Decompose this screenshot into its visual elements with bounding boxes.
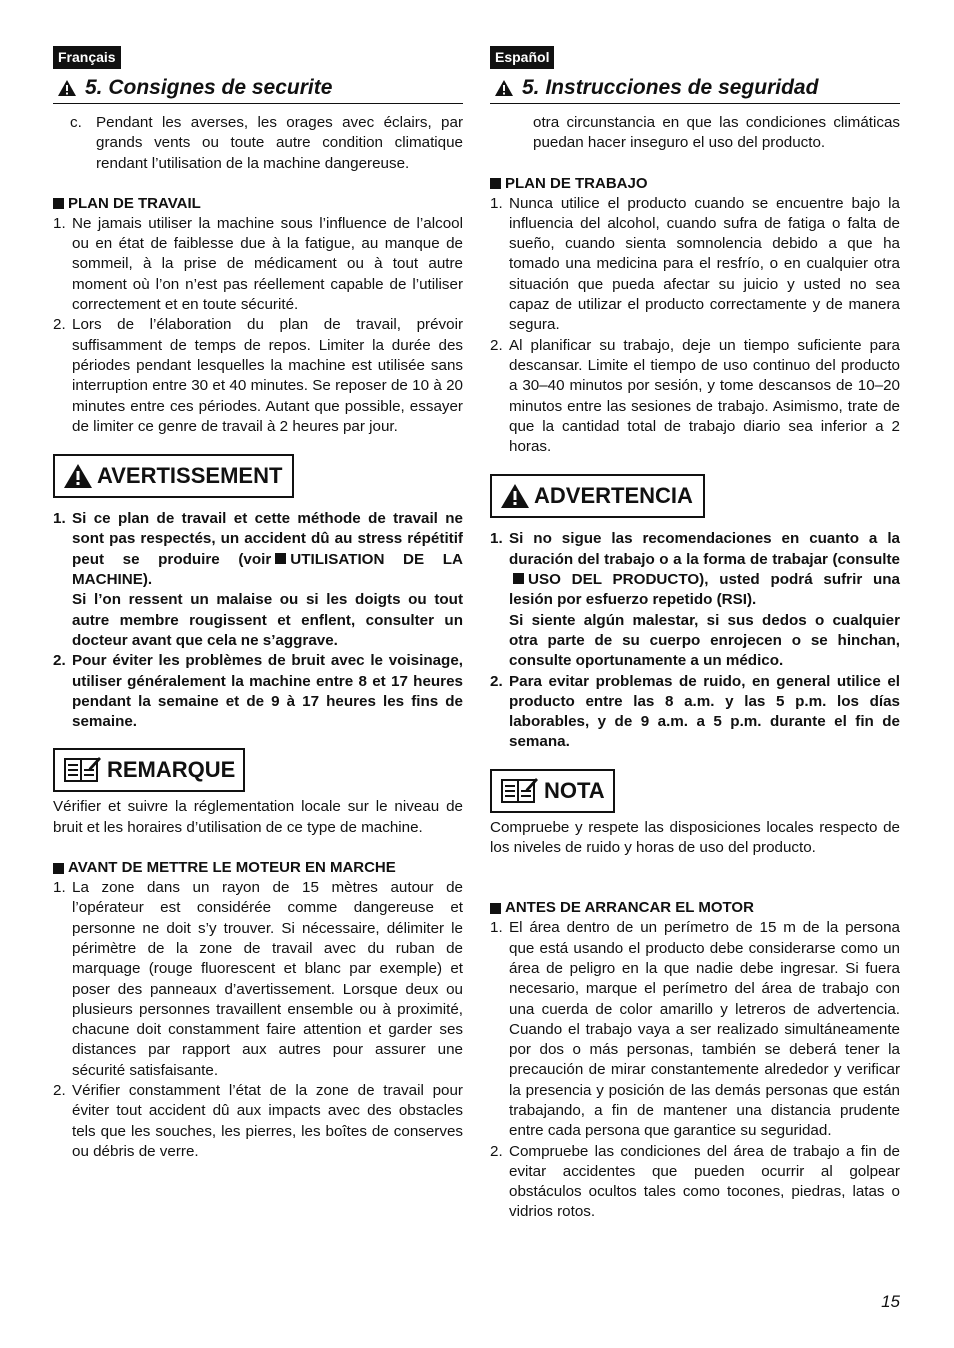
- french-column: [53, 46, 463, 1162]
- warning-content: [490, 529, 900, 752]
- list-marker: 2.: [53, 1081, 66, 1099]
- subheading-plan-de-travail: [53, 194, 463, 214]
- list-marker: 2.: [53, 316, 66, 334]
- list-marker: 2.: [490, 1142, 503, 1160]
- warning-label: ADVERTENCIA: [534, 483, 693, 509]
- list-item: [490, 336, 900, 458]
- list-item: [490, 529, 900, 610]
- list-text: Pendant les averses, les orages avec éclairs, par grands vents ou toute autre condition climatique rendant l’utilisation de la machine dangereuse.: [96, 114, 463, 172]
- subheading-plan-de-trabajo: [490, 174, 900, 194]
- list-text: El área dentro de un perímetro de 15 m de la persona que está usando el producto debe considerarse como un área de peligro en la que nadie debe ingresar. Si fuera necesario, marque el perímetro del área de trabajo con una cuerda de color amarillo y letreros de advertencia. Cuando el trabajo vaya a ser realizado simultáneamente por dos o más personas, también se deberá tener la precaución de mirar constantemente alrededor y verificar la presencia y posición de las demás personas que están trabajando, a fin de mantener una distancia prudente entre cada persona que garantice su seguridad.: [509, 919, 900, 1140]
- note-label: REMARQUE: [107, 757, 236, 783]
- square-bullet-icon: [53, 863, 64, 874]
- square-bullet-icon: [53, 198, 64, 209]
- warning-text-part: UTILISATION DE LA MACHINE).: [72, 550, 463, 589]
- list-text: [509, 529, 900, 610]
- list-text: Si l’on ressent un malaise ou si les doigts ou tout autre membre rougissent et enflent, consulter un docteur avant que cela ne s’aggrave.: [72, 591, 463, 649]
- list-item: [53, 214, 463, 315]
- section-title-french: [53, 73, 463, 104]
- list-item: [53, 315, 463, 437]
- note-book-icon: [63, 756, 101, 784]
- warning-box-wrapper: [53, 454, 463, 498]
- spanish-column: [490, 46, 900, 1223]
- warning-content: [53, 509, 463, 732]
- list-marker: 2.: [490, 672, 503, 690]
- list-marker: 1.: [53, 510, 66, 528]
- warning-label: AVERTISSEMENT: [97, 463, 283, 489]
- note-text: Compruebe y respete las disposiciones locales respecto de los niveles de ruido y horas de uso del producto.: [490, 818, 900, 857]
- warning-triangle-icon: [494, 79, 514, 97]
- list-text: Ne jamais utiliser la machine sous l’influence de l’alcool ou en état de faiblesse due à la fatigue, au manque de sommeil, à la prise de médicament ou à tout autre moment où l’on n’est pas réellement capable de l’utiliser correctement et en toute sécurité.: [72, 214, 463, 314]
- list-item: [53, 878, 463, 1081]
- note-box-wrapper: [490, 769, 900, 813]
- list-text: Vérifier constamment l’état de la zone de travail pour éviter tout accident dû aux impacts avec des obstacles tels que les souches, les pierres, les boîtes de conserves ou débris de verre.: [72, 1081, 463, 1160]
- list-marker: 1.: [53, 214, 66, 232]
- warning-box: [53, 454, 294, 498]
- square-bullet-icon: [275, 553, 286, 564]
- list-marker: 1.: [490, 919, 503, 937]
- subheading-text: ANTES DE ARRANCAR EL MOTOR: [505, 899, 754, 917]
- warning-box: [490, 474, 705, 518]
- list-item: [490, 672, 900, 753]
- warning-text-part: Si no sigue las recomendaciones en cuanto a la duración del trabajo o a la forma de trabajar (consulte: [509, 530, 900, 568]
- continued-text: otra circunstancia en que las condiciones climáticas puedan hacer inseguro el uso del producto.: [533, 114, 900, 152]
- list-continuation: [490, 611, 900, 672]
- note-book-icon: [500, 777, 538, 805]
- page-number: 15: [881, 1292, 900, 1311]
- list-text: La zone dans un rayon de 15 mètres autour de l’opérateur est considérée comme dangereuse et personne ne doit s’y trouver. Si nécessaire, délimiter le périmètre de la zone de travail avec du ruban de marquage (rouge fluorescent et blanc par exemple) et poser des panneaux d’avertissement. Lorsque deux ou plusieurs personnes travaillent ensemble ou à proximité, chacune doit constamment faire attention et garder ses distances par rapport aux autres pour assurer une sécurité satisfaisante.: [72, 879, 463, 1079]
- list-item: [490, 1142, 900, 1223]
- section-title-text: 5. Instrucciones de seguridad: [522, 76, 819, 99]
- section-title-spanish: [490, 73, 900, 104]
- list-item: [53, 113, 463, 174]
- list-text: Lors de l’élaboration du plan de travail, prévoir suffisamment de temps de repos. Limiter la durée des périodes pendant lesquelles la machine est utilisée sans interruption entre 30 et 40 minutes. Se reposer de 10 à 20 minutes entre ces périodes. Autant que possible, essayer de limiter ce genre de travail à 2 heures par jour.: [72, 316, 463, 435]
- subheading-avant-moteur: [53, 858, 463, 878]
- warning-text-part: Si ce plan de travail et cette méthode de travail ne sont pas respectés, un accident dû au stress répétitif peut se produire (voir: [72, 510, 463, 568]
- list-marker: 2.: [53, 652, 66, 670]
- list-marker: c.: [70, 114, 82, 131]
- list-marker: 1.: [490, 530, 503, 548]
- warning-triangle-icon: [500, 483, 530, 509]
- note-box: [53, 748, 245, 792]
- language-tab-spanish: Español: [490, 46, 554, 69]
- list-text: Pour éviter les problèmes de bruit avec le voisinage, utiliser généralement la machine entre 8 et 17 heures pendant la semaine et de 9 à 17 heures les fins de semaine.: [72, 652, 463, 731]
- list-item: [53, 651, 463, 732]
- list-text: [72, 509, 463, 590]
- list-marker: 1.: [490, 194, 503, 212]
- note-box-wrapper: [53, 748, 463, 792]
- note-box: [490, 769, 615, 813]
- list-text: Nunca utilice el producto cuando se encuentre bajo la influencia del alcohol, cuando sufra de fatiga o falta de sueño, cuando sienta somnolencia debido a que ha tomado una medicina para el resfrío, o en cualquier otra situación que pueda afectar su juicio y usted no sea capaz de utilizar el producto correctamente y de manera segura.: [509, 194, 900, 334]
- warning-triangle-icon: [57, 79, 77, 97]
- list-text: Al planificar su trabajo, deje un tiempo suficiente para descansar. Limite el tiempo de uso continuo del producto a 30–40 minutos por sesión, y tome descansos de 10–20 minutos entre las sesiones de trabajo. Asimismo, trate de que la cantidad total de trabajo diario sea inferior a 2 horas.: [509, 336, 900, 456]
- section-title-text: 5. Consignes de securite: [85, 76, 333, 99]
- list-item: [490, 918, 900, 1141]
- list-continuation: [53, 590, 463, 651]
- list-item: [53, 509, 463, 590]
- subheading-text: AVANT DE METTRE LE MOTEUR EN MARCHE: [68, 859, 396, 877]
- list-text: Para evitar problemas de ruido, en general utilice el producto entre las 8 a.m. y las 5 p.m. los días laborables, y de 9 a.m. a 5 p.m. durante el fin de semana.: [509, 672, 900, 751]
- warning-triangle-icon: [63, 463, 93, 489]
- note-text: Vérifier et suivre la réglementation locale sur le niveau de bruit et les horaires d’utilisation de ce type de machine.: [53, 798, 463, 836]
- square-bullet-icon: [490, 903, 501, 914]
- square-bullet-icon: [490, 178, 501, 189]
- list-item: [490, 194, 900, 336]
- subheading-text: PLAN DE TRAVAIL: [68, 194, 201, 212]
- list-marker: 2.: [490, 336, 503, 354]
- list-text: Si siente algún malestar, si sus dedos o cualquier otra parte de su cuerpo enrojecen o se hinchan, consulte oportunamente a un médico.: [509, 611, 900, 670]
- note-label: NOTA: [544, 777, 605, 803]
- list-marker: 1.: [53, 879, 66, 897]
- list-item: [53, 1081, 463, 1162]
- warning-box-wrapper: [490, 474, 900, 518]
- subheading-antes-motor: [490, 898, 900, 918]
- language-tab-french: Français: [53, 46, 121, 69]
- subheading-text: PLAN DE TRABAJO: [505, 174, 648, 192]
- warning-text-part: USO DEL PRODUCTO), usted podrá sufrir una lesión por esfuerzo repetido (RSI).: [509, 571, 900, 609]
- square-bullet-icon: [513, 573, 524, 584]
- list-text: Compruebe las condiciones del área de trabajo a fin de evitar accidentes que pueden ocurrir al golpear obstáculos ocultos tales como tocones, piedras, latas o vidrios rotos.: [509, 1142, 900, 1221]
